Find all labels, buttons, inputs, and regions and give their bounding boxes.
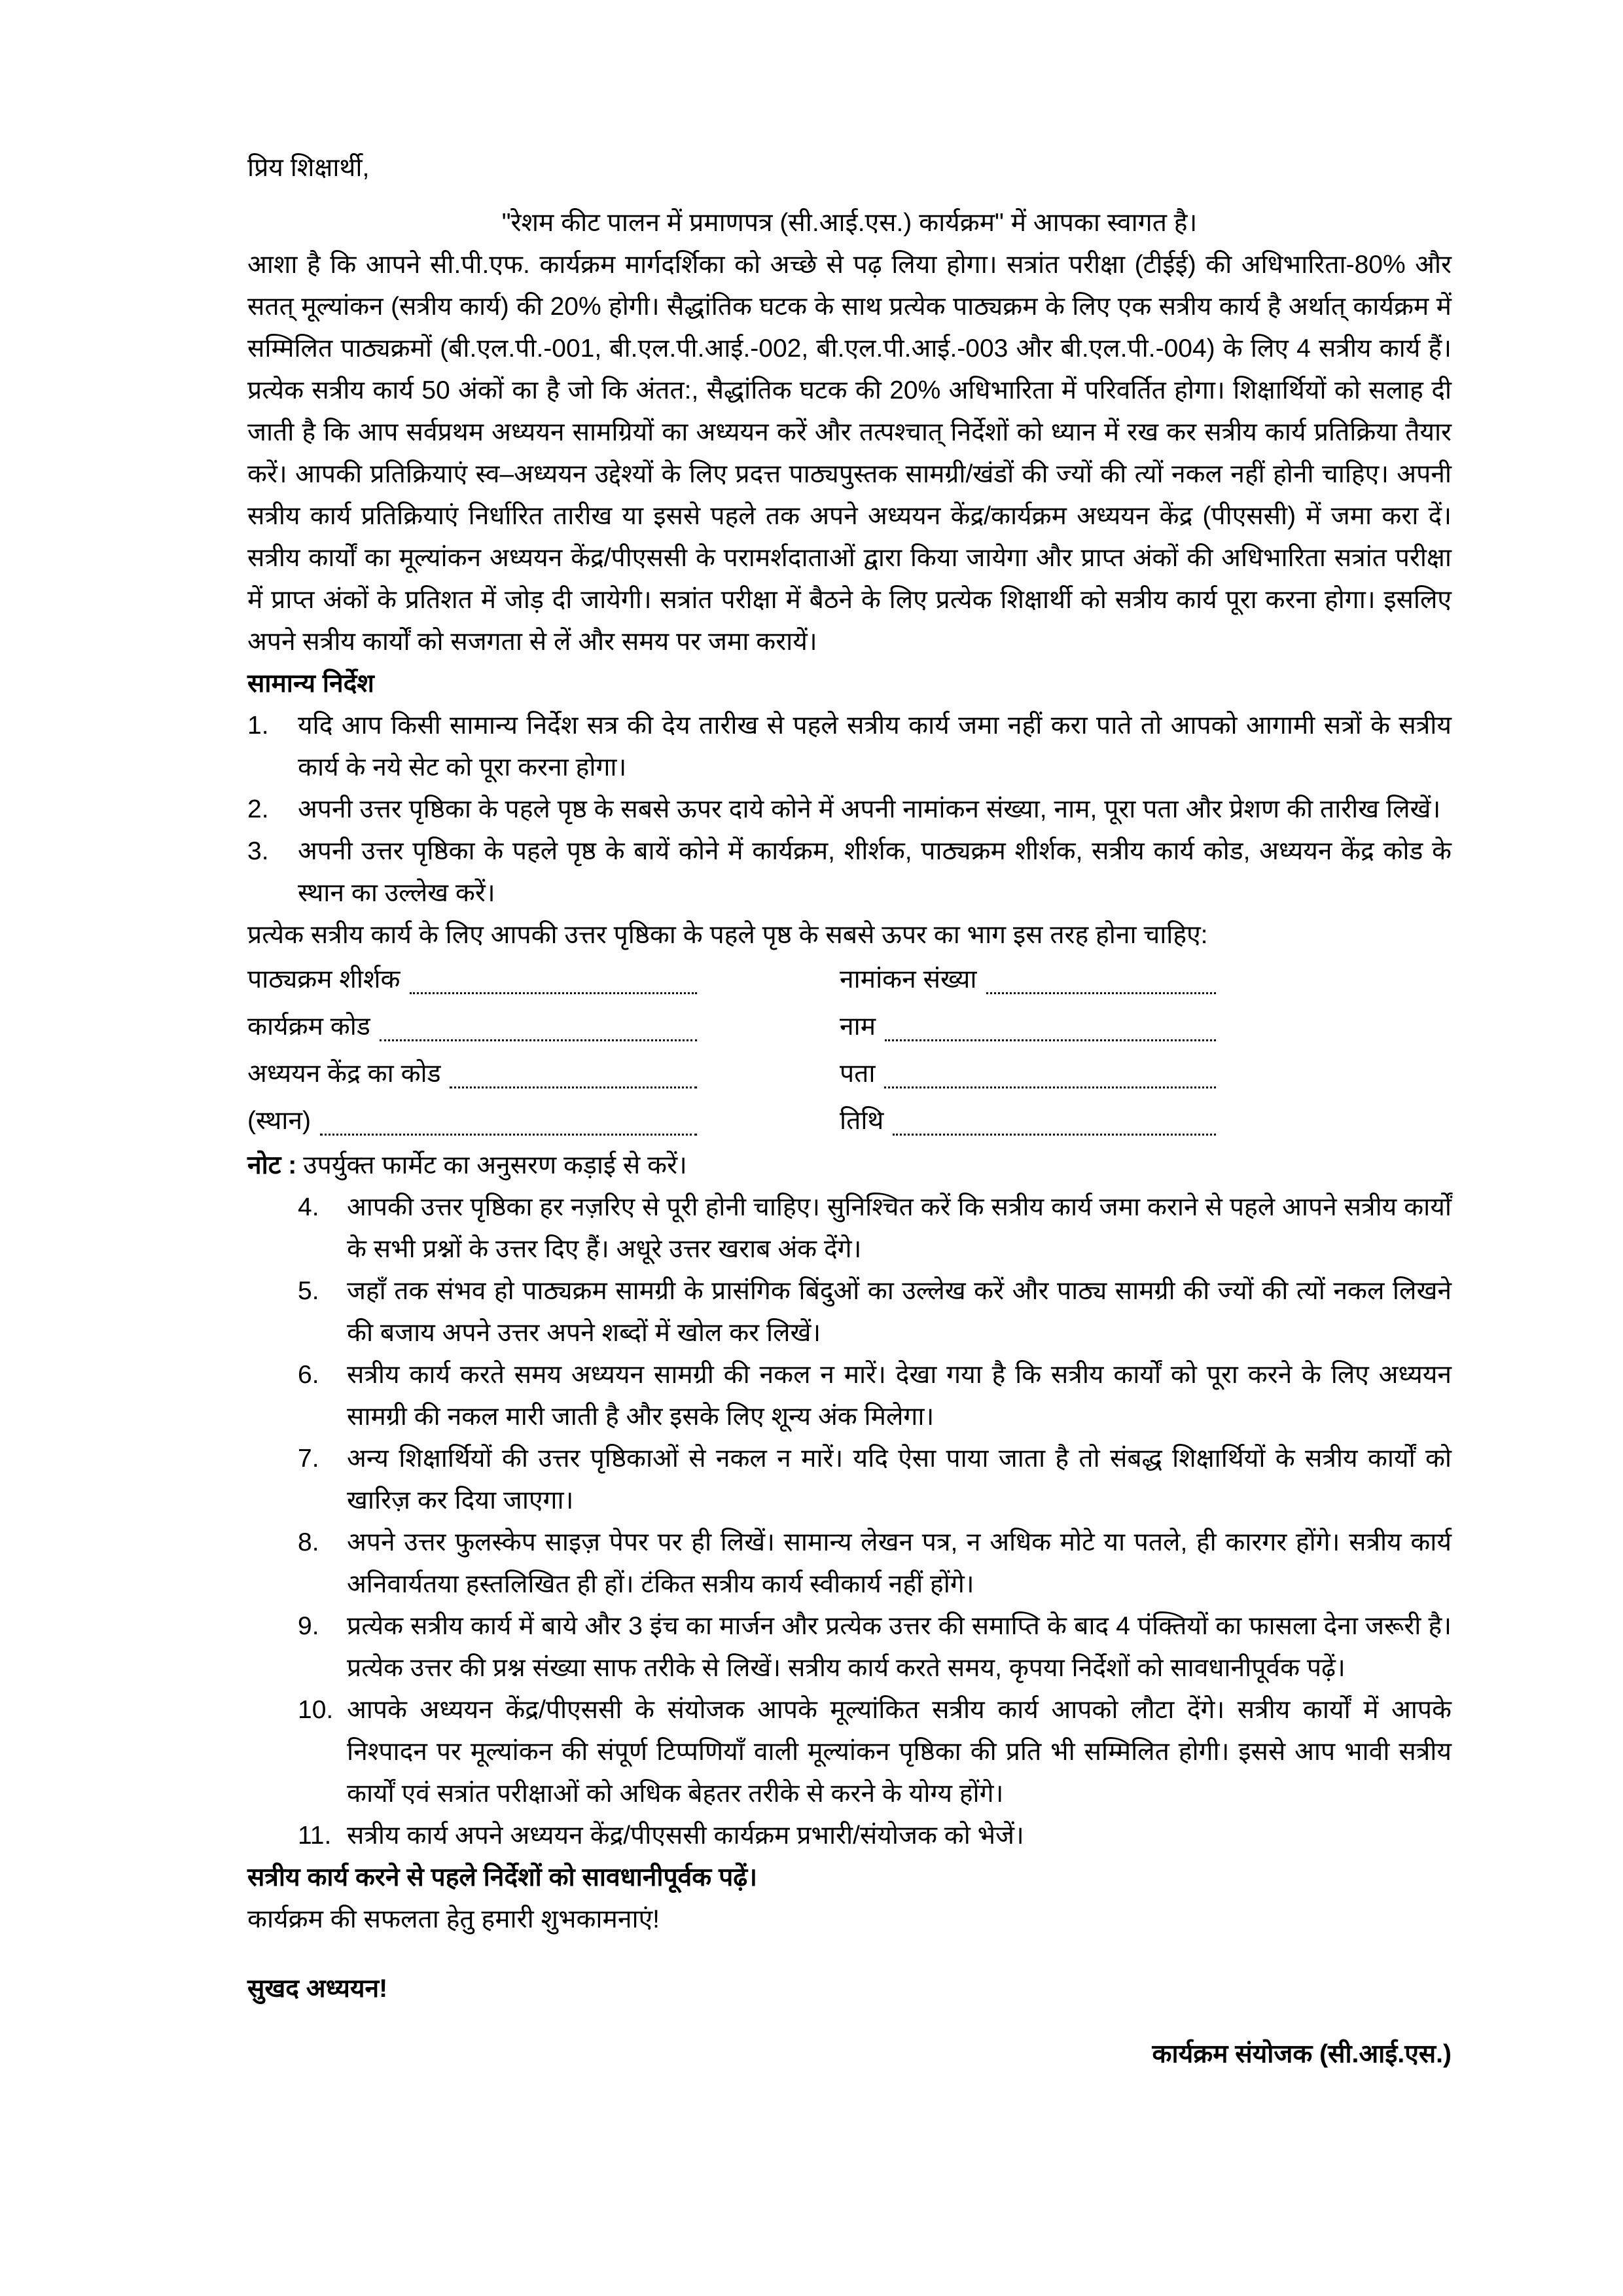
- item-text: अपने उत्तर फुलस्केप साइज़ पेपर पर ही लिखें। सामान्य लेखन पत्र, न अधिक मोटे या पतले, ही कारगर होंगे। सत्रीय कार्य अनिवार्यतया हस्तलिखित ही हों। टंकित सत्रीय कार्य स्वीकार्य नहीं होंगे।: [347, 1528, 1452, 1598]
- item-text: यदि आप किसी सामान्य निर्देश सत्र की देय तारीख से पहले सत्रीय कार्य जमा नहीं करा पाते तो आपको आगामी सत्रों के सत्रीय कार्य के नये सेट को पूरा करना होगा।: [298, 711, 1452, 781]
- item-text: सत्रीय कार्य करते समय अध्ययन सामग्री की नकल न मारें। देखा गया है कि सत्रीय कार्यों को पूरा करने के लिए अध्ययन सामग्री की नकल मारी जाती है और इसके लिए शून्य अंक मिलेगा।: [347, 1361, 1452, 1431]
- answer-sheet-format: [247, 956, 1216, 1145]
- field-label: (स्थान): [247, 1107, 312, 1135]
- good-wishes: कार्यक्रम की सफलता हेतु हमारी शुभकामनाएं!: [247, 1905, 660, 1933]
- form-row: [247, 1003, 1216, 1050]
- dotted-blank: [885, 1003, 1216, 1041]
- item-number: 8.: [298, 1528, 319, 1556]
- form-field: [247, 1098, 840, 1145]
- item-number: 1.: [247, 711, 269, 740]
- field-label: अध्ययन केंद्र का कोड: [247, 1060, 441, 1088]
- form-field: [840, 1003, 1216, 1050]
- form-field: [840, 1050, 1216, 1098]
- list-item: [247, 831, 1452, 914]
- item-number: 4.: [298, 1193, 319, 1221]
- general-instructions-heading: सामान्य निर्देश: [247, 670, 374, 698]
- dotted-blank: [410, 956, 698, 994]
- signature: कार्यक्रम संयोजक (सी.आई.एस.): [1152, 2040, 1452, 2068]
- note-line: [247, 1145, 1452, 1187]
- form-field: [840, 956, 1216, 1003]
- list-item: [247, 1270, 1452, 1354]
- item-text: प्रत्येक सत्रीय कार्य में बाये और 3 इंच का मार्जन और प्रत्येक उत्तर की समाप्ति के बाद 4 पंक्तियों का फासला देना जरूरी है। प्रत्येक उत्तर की प्रश्न संख्या साफ तरीके से लिखें। सत्रीय कार्य करते समय, कृपया निर्देशों को सावधानीपूर्वक पढ़ें।: [347, 1612, 1452, 1682]
- list-item: [247, 1815, 1452, 1857]
- welcome-line: "रेशम कीट पालन में प्रमाणपत्र (सी.आई.एस.) कार्यक्रम" में आपका स्वागत है।: [501, 209, 1198, 237]
- dotted-blank: [320, 1098, 697, 1136]
- item-number: 11.: [298, 1821, 332, 1850]
- item-text: अन्य शिक्षार्थियों की उत्तर पृष्ठिकाओं से नकल न मारें। यदि ऐसा पाया जाता है तो संबद्ध शिक्षार्थियों के सत्रीय कार्यों को खारिज़ कर दिया जाएगा।: [347, 1444, 1452, 1515]
- form-field: [840, 1098, 1216, 1145]
- form-field: [247, 956, 840, 1003]
- field-label: पता: [840, 1060, 876, 1088]
- form-field: [247, 1050, 840, 1098]
- list-item: [247, 1689, 1452, 1815]
- dotted-blank: [884, 1050, 1216, 1088]
- item-text: सत्रीय कार्य अपने अध्ययन केंद्र/पीएससी कार्यक्रम प्रभारी/संयोजक को भेजें।: [347, 1821, 1024, 1850]
- format-intro: प्रत्येक सत्रीय कार्य के लिए आपकी उत्तर पृष्ठिका के पहले पृष्ठ के सबसे ऊपर का भाग इस तरह होना चाहिए:: [247, 921, 1208, 949]
- field-label: नामांकन संख्या: [840, 965, 977, 994]
- item-number: 7.: [298, 1444, 319, 1473]
- list-item: [247, 1438, 1452, 1522]
- field-label: पाठ्यक्रम शीर्शक: [247, 965, 401, 994]
- item-text: आपकी उत्तर पृष्ठिका हर नज़रिए से पूरी होनी चाहिए। सुनिश्चित करें कि सत्रीय कार्य जमा कराने से पहले आपने सत्रीय कार्यों के सभी प्रश्नों के उत्तर दिए हैं। अधूरे उत्तर खराब अंक देंगे।: [347, 1193, 1452, 1263]
- item-text: अपनी उत्तर पृष्ठिका के पहले पृष्ठ के सबसे ऊपर दाये कोने में अपनी नामांकन संख्या, नाम, पूरा पता और प्रेशण की तारीख लिखें।: [298, 795, 1441, 823]
- item-number: 3.: [247, 837, 269, 865]
- item-number: 2.: [247, 795, 269, 823]
- item-number: 5.: [298, 1277, 319, 1305]
- document-content: [247, 147, 1452, 2075]
- list-item: [247, 705, 1452, 789]
- dotted-blank: [450, 1050, 697, 1088]
- form-field: [247, 1003, 840, 1050]
- item-text: जहाँ तक संभव हो पाठ्यक्रम सामग्री के प्रासंगिक बिंदुओं का उल्लेख करें और पाठ्य सामग्री की ज्यों की त्यों नकल लिखने की बजाय अपने उत्तर अपने शब्दों में खोल कर लिखें।: [347, 1277, 1452, 1347]
- list-item: [247, 789, 1452, 831]
- item-text: आपके अध्ययन केंद्र/पीएससी के संयोजक आपके मूल्यांकित सत्रीय कार्य आपको लौटा देंगे। सत्रीय कार्यों में आपके निश्पादन पर मूल्यांकन की संपूर्ण टिप्पणियाँ वाली मूल्यांकन पृष्ठिका की प्रति भी सम्मिलित होगी। इससे आप भावी सत्रीय कार्यों एवं सत्रांत परीक्षाओं को अधिक बेहतर तरीके से करने के योग्य होंगे।: [347, 1696, 1452, 1808]
- form-row: [247, 1098, 1216, 1145]
- form-row: [247, 956, 1216, 1003]
- note-text: उपर्युक्त फार्मेट का अनुसरण कड़ाई से करें।: [303, 1151, 687, 1179]
- list-item: [247, 1354, 1452, 1438]
- form-row: [247, 1050, 1216, 1098]
- dotted-blank: [380, 1003, 697, 1041]
- item-number: 6.: [298, 1361, 319, 1389]
- item-text: अपनी उत्तर पृष्ठिका के पहले पृष्ठ के बायें कोने में कार्यक्रम, शीर्शक, पाठ्यक्रम शीर्शक, सत्रीय कार्य कोड, अध्ययन केंद्र कोड के स्थान का उल्लेख करें।: [298, 837, 1452, 907]
- field-label: नाम: [840, 1013, 876, 1041]
- item-number: 10.: [298, 1696, 334, 1724]
- intro-paragraph: आशा है कि आपने सी.पी.एफ. कार्यक्रम मार्गदर्शिका को अच्छे से पढ़ लिया होगा। सत्रांत परीक्षा (टीईई) की अधिभारिता-80% और सतत् मूल्यांकन (सत्रीय कार्य) की 20% होगी। सैद्धांतिक घटक के साथ प्रत्येक पाठ्यक्रम के लिए एक सत्रीय कार्य है अर्थात् कार्यक्रम में सम्मिलित पाठ्यक्रमों (बी.एल.पी.-001, बी.एल.पी.आई.-002, बी.एल.पी.आई.-003 और बी.एल.पी.-004) के लिए 4 सत्रीय कार्य हैं। प्रत्येक सत्रीय कार्य 50 अंकों का है जो कि अंतत:, सैद्धांतिक घटक की 20% अधिभारिता में परिवर्तित होगा। शिक्षार्थियों को सलाह दी जाती है कि आप सर्वप्रथम अध्ययन सामग्रियों का अध्ययन करें और तत्पश्चात् निर्देशों को ध्यान में रख कर सत्रीय कार्य प्रतिक्रिया तैयार करें। आपकी प्रतिक्रियाएं स्व–अध्ययन उद्देश्यों के लिए प्रदत्त पाठ्यपुस्तक सामग्री/खंडों की ज्यों की त्यों नकल नहीं होनी चाहिए। अपनी सत्रीय कार्य प्रतिक्रियाएं निर्धारित तारीख या इससे पहले तक अपने अध्ययन केंद्र/कार्यक्रम अध्ययन केंद्र (पीएससी) में जमा करा दें। सत्रीय कार्यों का मूल्यांकन अध्ययन केंद्र/पीएससी के परामर्शदाताओं द्वारा किया जायेगा और प्राप्त अंकों की अधिभारिता सत्रांत परीक्षा में प्राप्त अंकों के प्रतिशत में जोड़ दी जायेगी। सत्रांत परीक्षा में बैठने के लिए प्रत्येक शिक्षार्थी को सत्रीय कार्य पूरा करना होगा। इसलिए अपने सत्रीय कार्यों को सजगता से लें और समय पर जमा करायें।: [247, 251, 1452, 656]
- field-label: तिथि: [840, 1107, 884, 1135]
- note-label: नोट :: [247, 1151, 297, 1179]
- field-label: कार्यक्रम कोड: [247, 1013, 370, 1041]
- list-item: [247, 1522, 1452, 1605]
- list-item: [247, 1605, 1452, 1689]
- dotted-blank: [893, 1098, 1216, 1136]
- item-number: 9.: [298, 1612, 319, 1640]
- happy-studying: सुखद अध्ययन!: [247, 1975, 388, 2003]
- salutation: प्रिय शिक्षार्थी,: [247, 154, 370, 182]
- closing-instruction: सत्रीय कार्य करने से पहले निर्देशों को सावधानीपूर्वक पढ़ें।: [247, 1863, 757, 1892]
- dotted-blank: [986, 956, 1216, 994]
- list-item: [247, 1187, 1452, 1270]
